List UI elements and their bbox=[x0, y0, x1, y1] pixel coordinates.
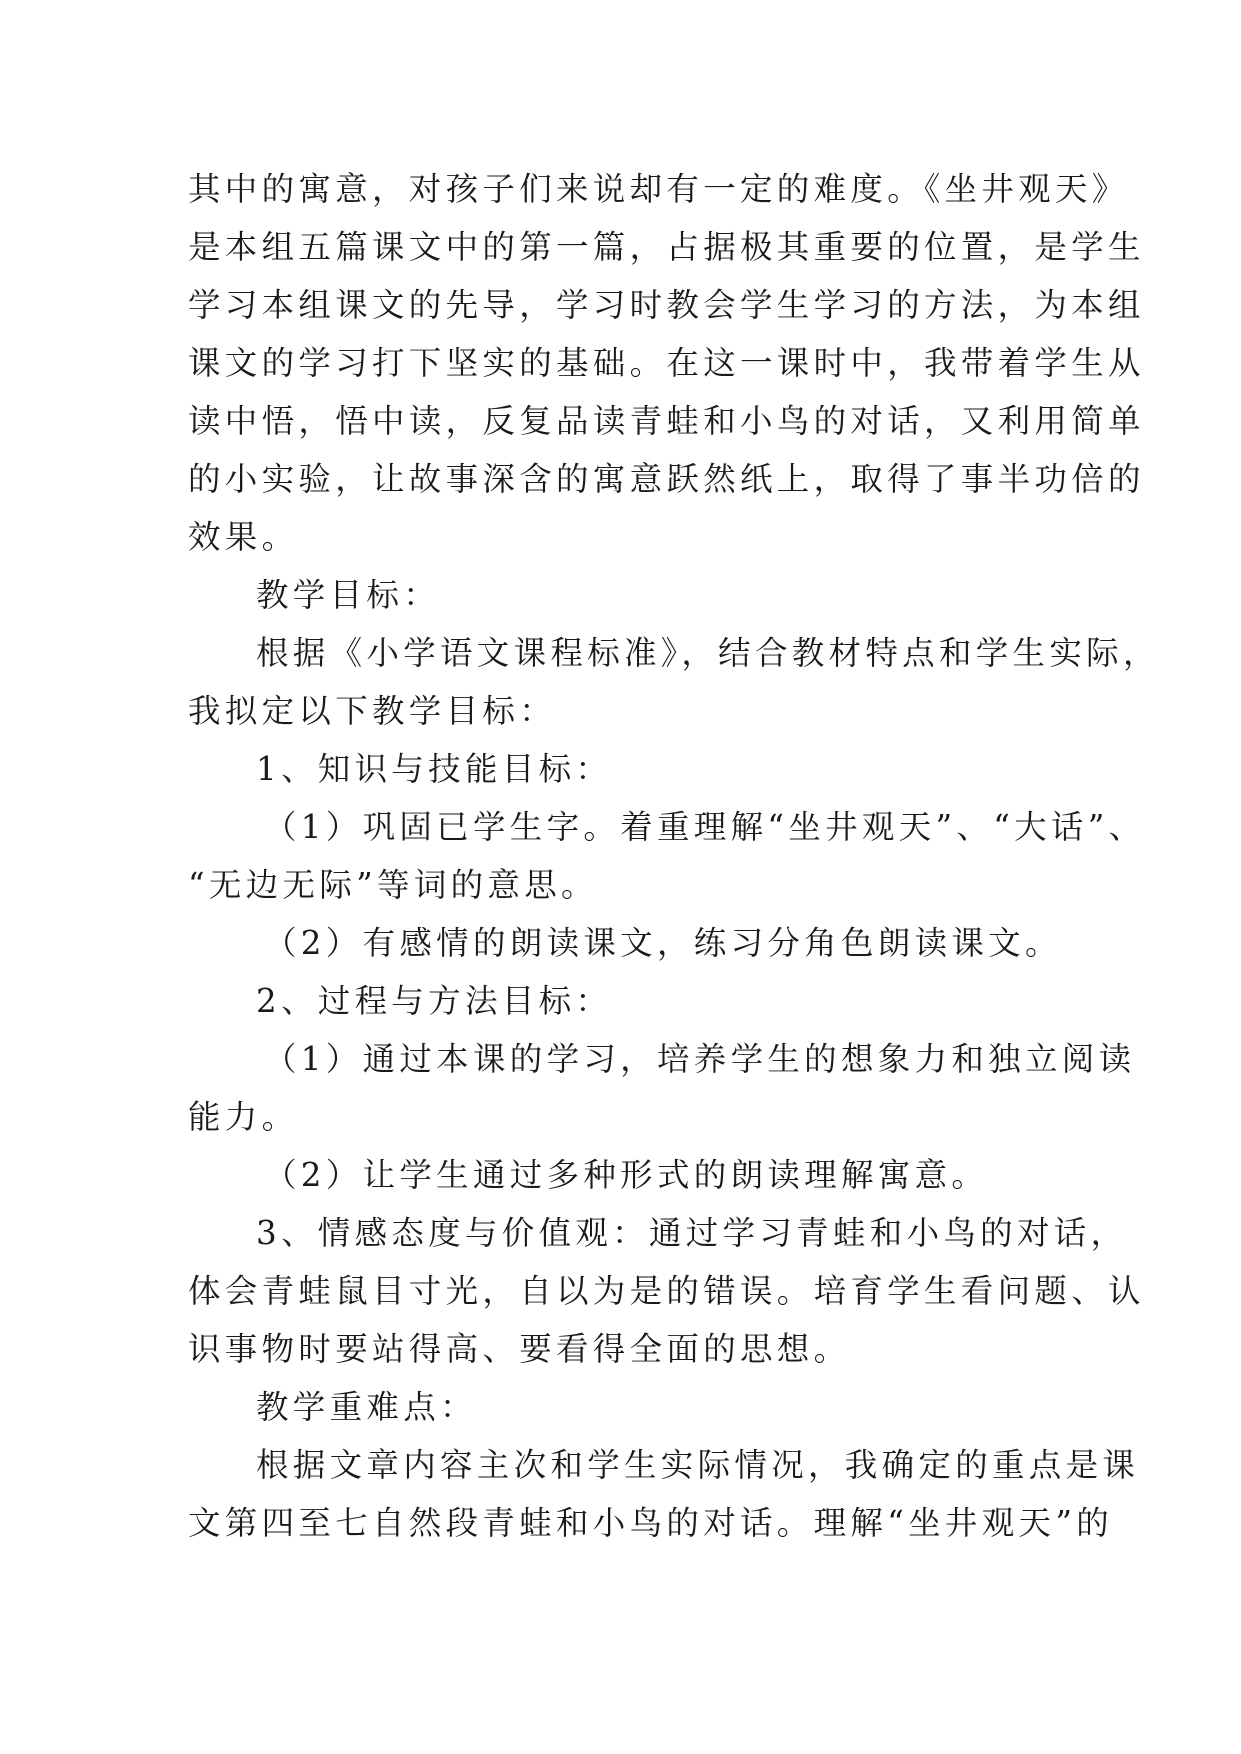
paragraph-line: 课文的学习打下坚实的基础。在这一课时中，我带着学生从 bbox=[188, 344, 1145, 382]
paragraph-line: 根据文章内容主次和学生实际情况，我确定的重点是课 bbox=[256, 1446, 1140, 1484]
paragraph-line: 能力。 bbox=[188, 1098, 299, 1136]
list-subitem: （2）有感情的朗读课文，练习分角色朗读课文。 bbox=[264, 924, 1062, 962]
list-item-heading: 1、知识与技能目标： bbox=[256, 750, 613, 788]
paragraph-line: 根据《小学语文课程标准》，结合教材特点和学生实际， bbox=[256, 634, 1160, 672]
paragraph-line: 读中悟，悟中读，反复品读青蛙和小鸟的对话，又利用简单 bbox=[188, 402, 1145, 440]
section-heading: 教学目标： bbox=[256, 576, 441, 614]
paragraph-line: 文第四至七自然段青蛙和小鸟的对话。理解“坐井观天”的 bbox=[188, 1504, 1114, 1542]
paragraph-line: 是本组五篇课文中的第一篇，占据极其重要的位置，是学生 bbox=[188, 228, 1145, 266]
paragraph-line: 我拟定以下教学目标： bbox=[188, 692, 557, 730]
list-item-heading: 3、情感态度与价值观：通过学习青蛙和小鸟的对话， bbox=[256, 1214, 1128, 1252]
paragraph-line: 效果。 bbox=[188, 518, 299, 556]
paragraph-line: 体会青蛙鼠目寸光，自以为是的错误。培育学生看问题、认 bbox=[188, 1272, 1145, 1310]
list-item-heading: 2、过程与方法目标： bbox=[256, 982, 613, 1020]
paragraph-line: 学习本组课文的先导，学习时教会学生学习的方法，为本组 bbox=[188, 286, 1145, 324]
paragraph-line: “无边无际”等词的意思。 bbox=[188, 866, 598, 904]
document-body bbox=[188, 160, 1160, 1552]
paragraph-line: 识事物时要站得高、要看得全面的思想。 bbox=[188, 1330, 851, 1368]
list-subitem: （1）巩固已学生字。着重理解“坐井观天”、“大话”、 bbox=[264, 808, 1146, 846]
paragraph-line: 其中的寓意，对孩子们来说却有一定的难度。《坐井观天》 bbox=[188, 170, 1129, 208]
list-subitem: （1）通过本课的学习，培养学生的想象力和独立阅读 bbox=[264, 1040, 1136, 1078]
paragraph-line: 的小实验，让故事深含的寓意跃然纸上，取得了事半功倍的 bbox=[188, 460, 1145, 498]
list-subitem: （2）让学生通过多种形式的朗读理解寓意。 bbox=[264, 1156, 989, 1194]
section-heading: 教学重难点： bbox=[256, 1388, 477, 1426]
